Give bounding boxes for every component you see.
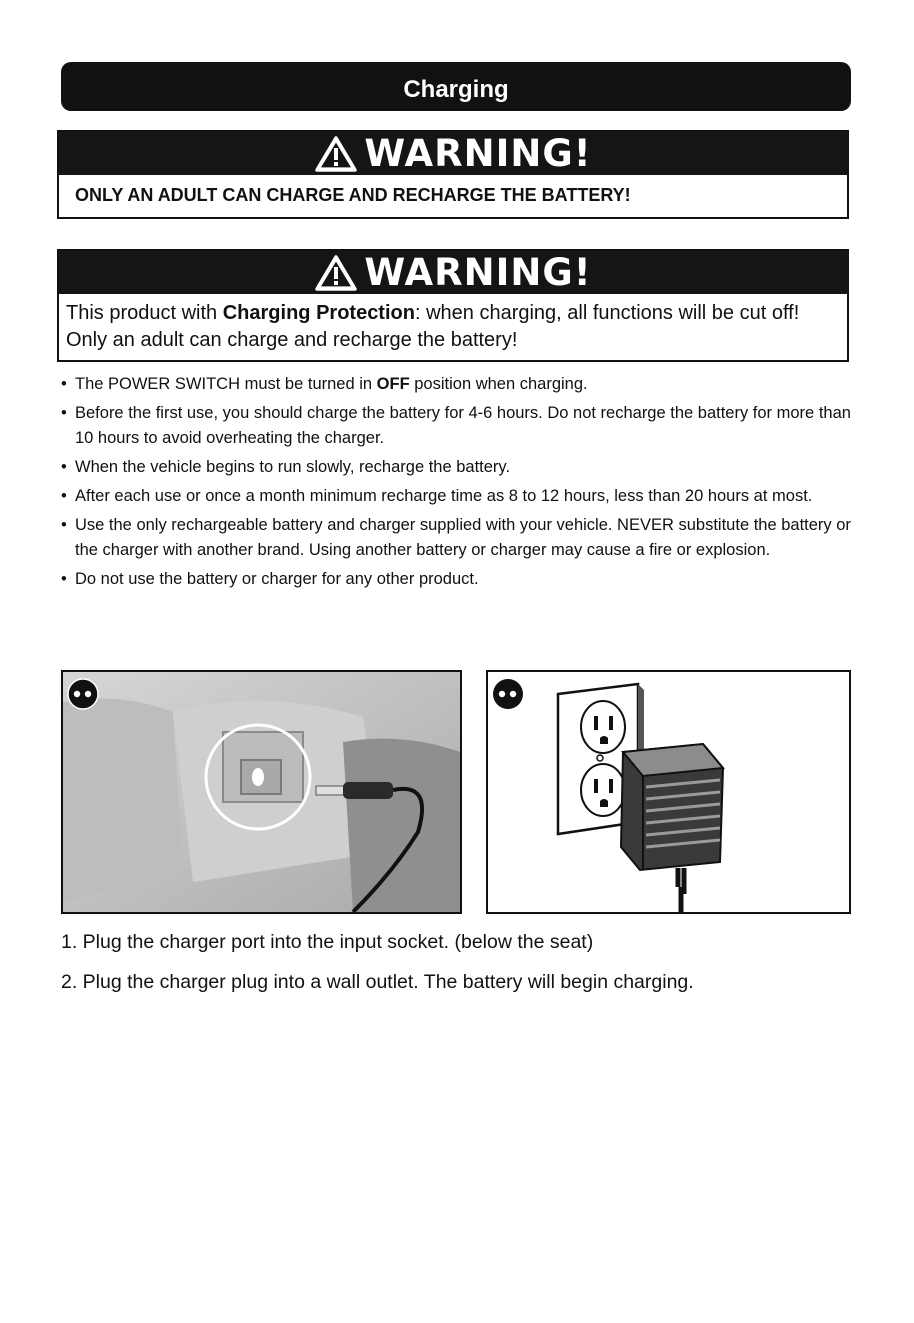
list-item: • When the vehicle begins to run slowly, recharge the battery. (61, 455, 861, 480)
warning-triangle-icon (314, 254, 358, 292)
step-badge-1-icon (67, 678, 99, 710)
off-term: OFF (376, 375, 410, 393)
charging-steps (61, 928, 881, 1008)
warning-text (59, 294, 847, 354)
charging-protection-term: Charging Protection (222, 302, 415, 324)
step-item: 2. Plug the charger plug into a wall outlet. The battery will begin charging. (61, 971, 694, 993)
list-item: • After each use or once a month minimum recharge time as 8 to 12 hours, less than 20 hours at most. (61, 484, 861, 509)
warning-triangle-icon (314, 135, 358, 173)
step-item: 1. Plug the charger port into the input socket. (below the seat) (61, 931, 594, 953)
warning-header (59, 251, 847, 294)
charging-instructions-list (61, 372, 861, 596)
charger-port-illustration (61, 670, 462, 914)
list-item-text: The POWER SWITCH must be turned in (75, 375, 377, 393)
adult-charge-warning (57, 130, 849, 219)
warning-text-pre: This product with (66, 302, 223, 324)
list-item: • Before the first use, you should charge the battery for 4-6 hours. Do not recharge the battery for more than 10 hours to avoid overheating the charger. (61, 401, 861, 451)
warning-text: ONLY AN ADULT CAN CHARGE AND RECHARGE THE BATTERY! (75, 185, 631, 205)
outlet-drawing (488, 672, 849, 912)
warning-title: WARNING! (364, 132, 592, 175)
warning-title: WARNING! (364, 251, 592, 294)
charging-protection-warning (57, 249, 849, 362)
list-item-text: position when charging. (409, 375, 588, 393)
list-item: • Use the only rechargeable battery and charger supplied with your vehicle. NEVER substitute the battery or the charger with another brand. Using another battery or charger may cause a fire or explosion. (61, 513, 861, 563)
list-item: • Do not use the battery or charger for any other product. (61, 567, 861, 592)
step-badge-2-icon (492, 678, 524, 710)
warning-text-post: : when charging, all functions will be cut off! Only an adult can charge and recharge the battery! (66, 302, 800, 351)
socket-photo (63, 672, 460, 912)
list-item (61, 372, 861, 397)
wall-outlet-illustration (486, 670, 851, 914)
warning-header (59, 132, 847, 175)
section-title: Charging (61, 62, 851, 111)
